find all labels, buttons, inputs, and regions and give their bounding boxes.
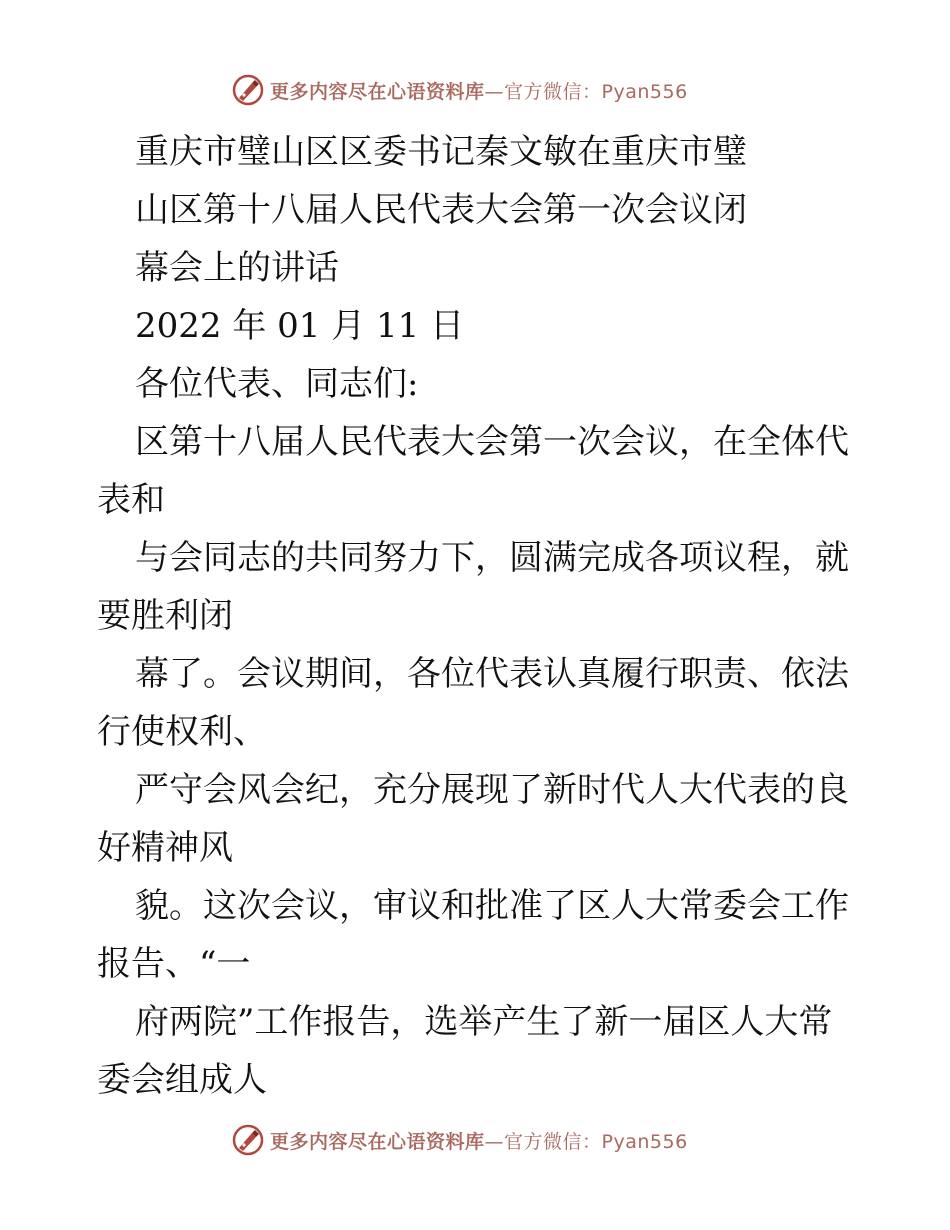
watermark-main-text: 更多内容尽在心语资料库 xyxy=(270,1130,485,1153)
paragraph-line: 区第十八届人民代表大会第一次会议，在全体代 xyxy=(135,422,849,462)
paragraph-line: 与会同志的共同努力下，圆满完成各项议程，就 xyxy=(135,538,849,578)
paragraph-line: 委会组成人 xyxy=(97,1060,267,1100)
salutation-line: 各位代表、同志们: xyxy=(135,364,419,404)
pen-logo-icon xyxy=(232,74,264,106)
date-line: 2022 年 01 月 11 日 xyxy=(135,306,465,346)
title-line-1: 重庆市璧山区区委书记秦文敏在重庆市璧 xyxy=(135,132,747,172)
paragraph-line: 幕了。会议期间，各位代表认真履行职责、依法 xyxy=(135,654,849,694)
title-line-2: 山区第十八届人民代表大会第一次会议闭 xyxy=(135,190,747,230)
paragraph-line: 报告、“一 xyxy=(97,944,251,984)
pen-logo-icon xyxy=(232,1124,264,1156)
paragraph-line: 好精神风 xyxy=(97,828,233,868)
title-line-3: 幕会上的讲话 xyxy=(135,248,339,288)
header-watermark xyxy=(232,70,688,110)
paragraph-line: 严守会风会纪，充分展现了新时代人大代表的良 xyxy=(135,770,849,810)
paragraph-line: 要胜利闭 xyxy=(97,596,233,636)
document-body xyxy=(97,123,857,1109)
watermark-sub-text: —官方微信：Pyan556 xyxy=(484,80,688,103)
paragraph-line: 表和 xyxy=(97,480,165,520)
watermark-sub-text: —官方微信：Pyan556 xyxy=(484,1130,688,1153)
footer-watermark xyxy=(232,1120,688,1160)
paragraph-line: 貌。这次会议，审议和批准了区人大常委会工作 xyxy=(135,886,849,926)
paragraph-line: 府两院”工作报告，选举产生了新一届区人大常 xyxy=(135,1002,833,1042)
paragraph-line: 行使权利、 xyxy=(97,712,267,752)
watermark-main-text: 更多内容尽在心语资料库 xyxy=(270,80,485,103)
